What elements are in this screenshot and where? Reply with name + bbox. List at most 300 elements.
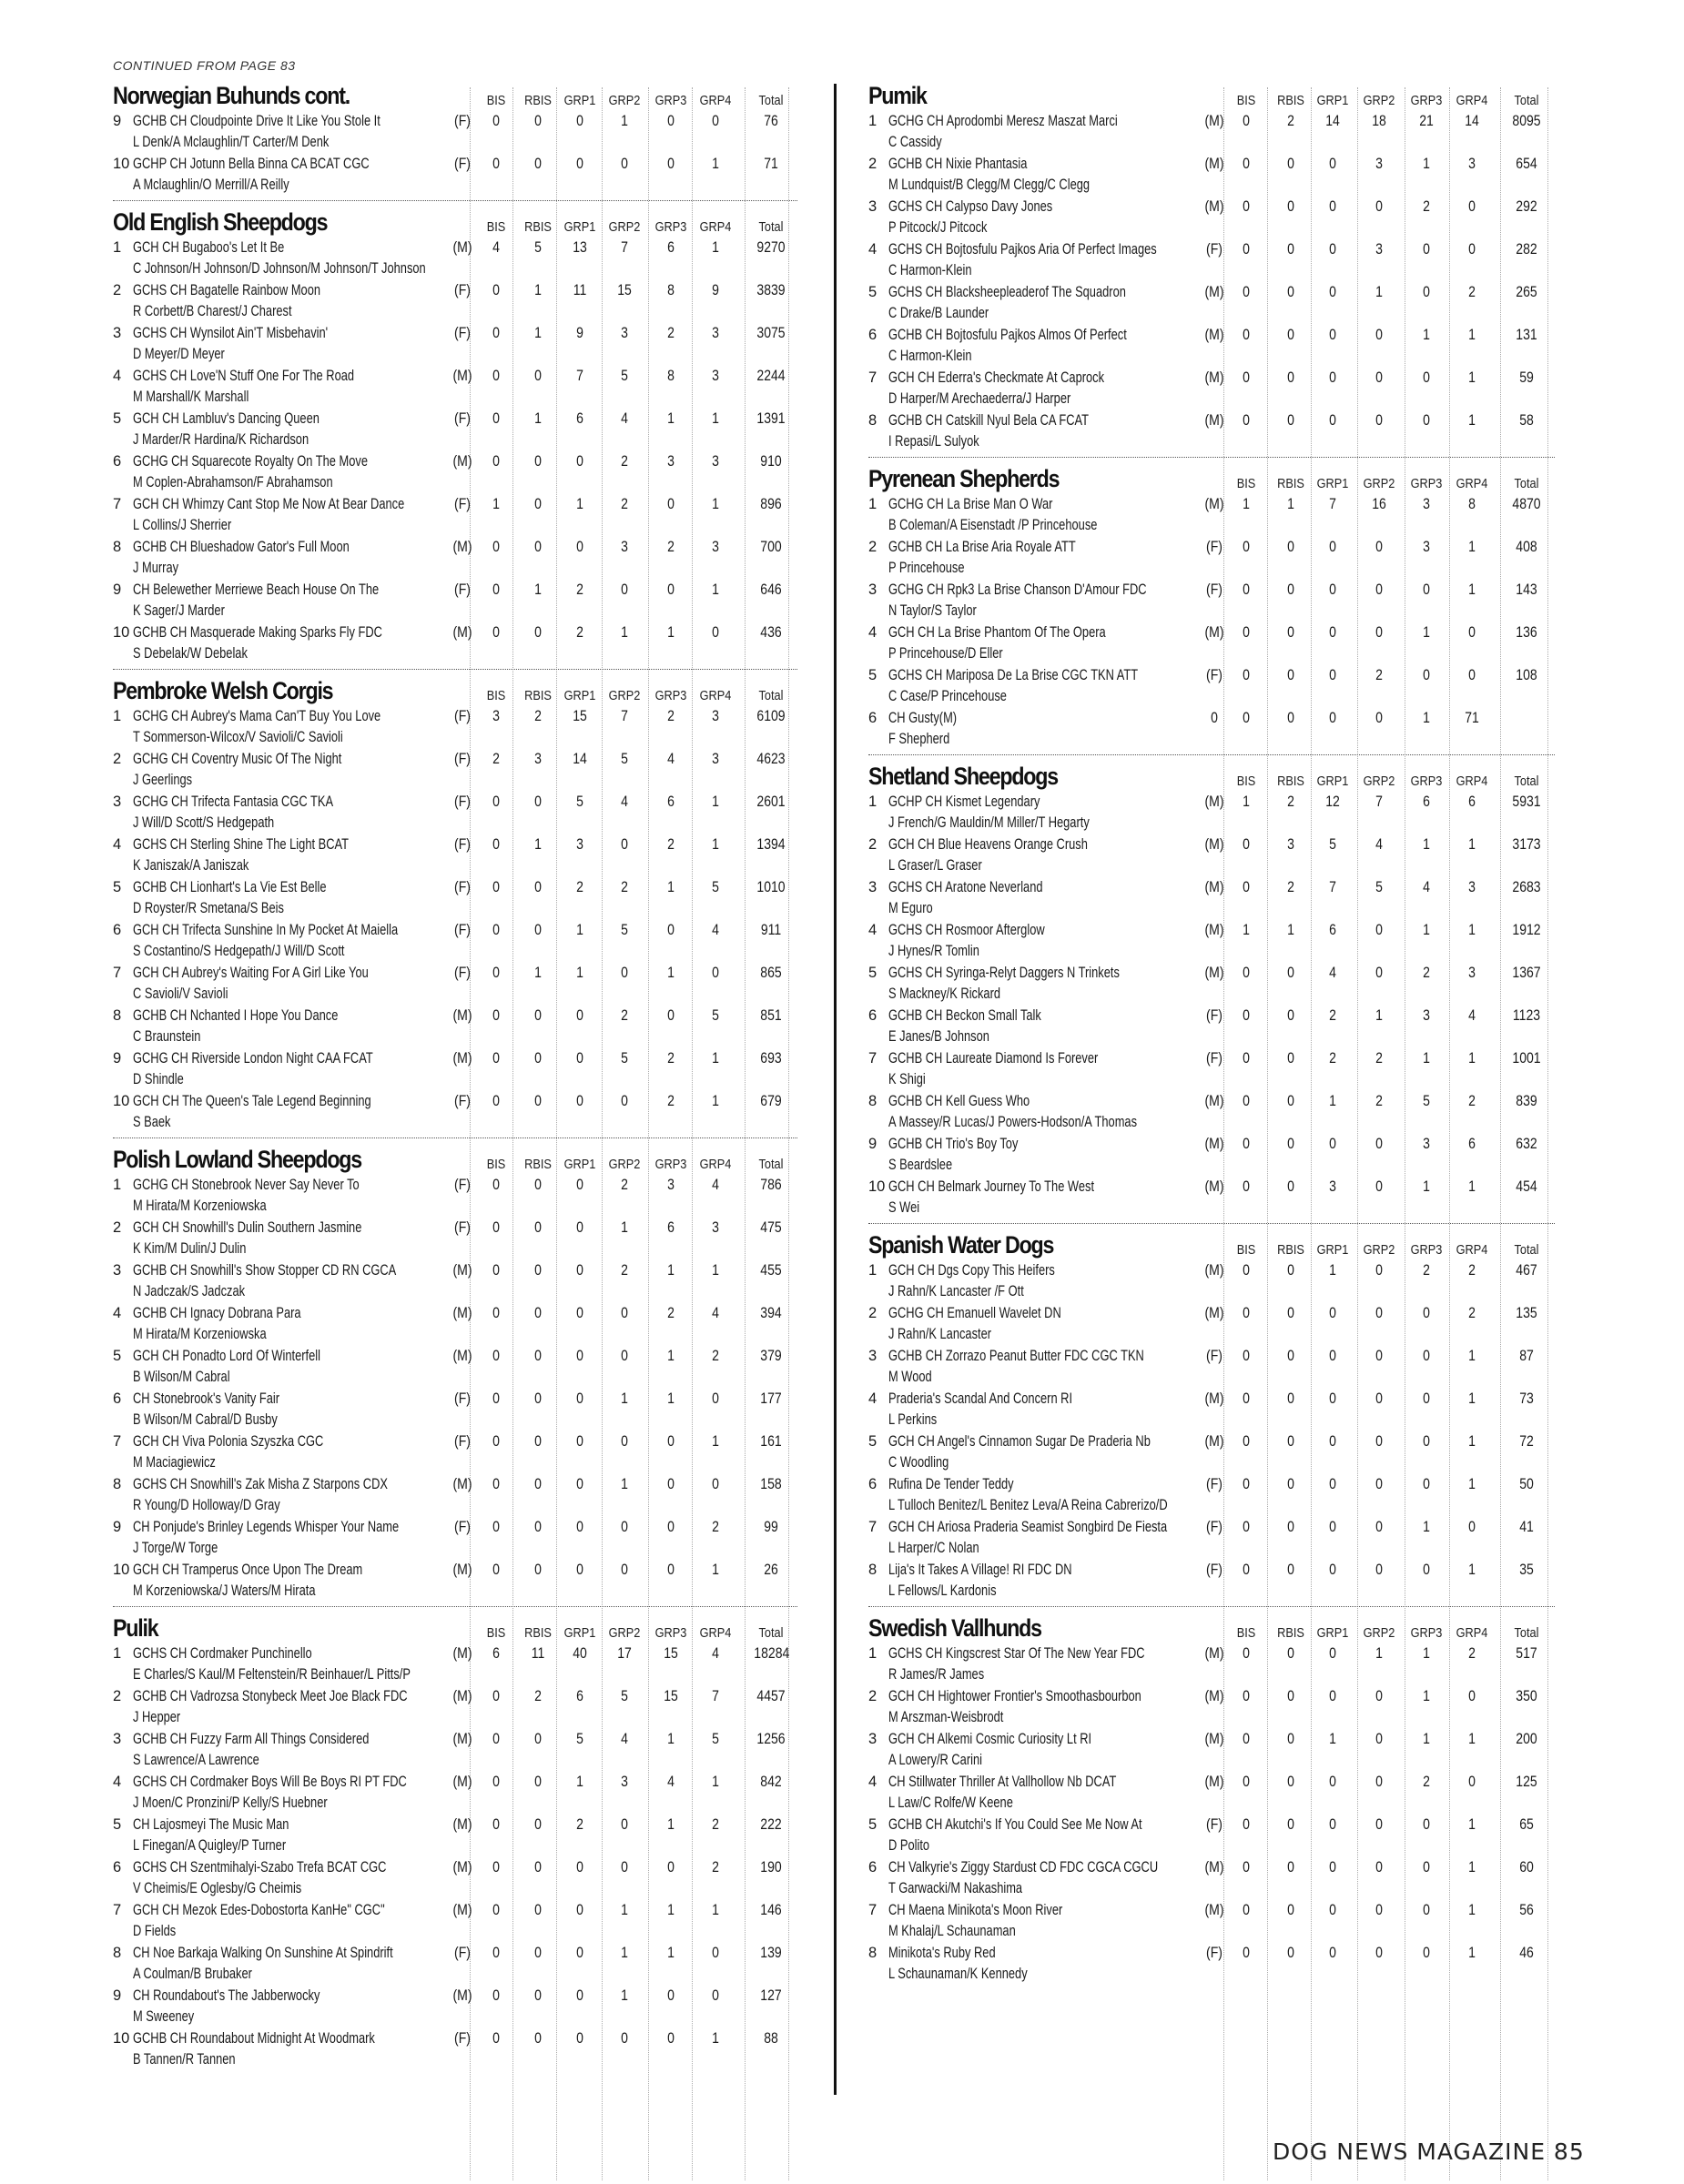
stat-value: 1 — [712, 1262, 719, 1279]
ranking-entry — [868, 325, 1555, 368]
dog-sex: (M) — [1204, 156, 1224, 172]
ranking-entry — [868, 1772, 1555, 1815]
dog-sex: (M) — [1204, 922, 1224, 938]
stat-value: 0 — [1287, 1262, 1294, 1279]
stat-value: 0 — [1243, 1390, 1250, 1407]
stat-value: 1 — [712, 581, 719, 598]
entry-rank: 10 — [113, 156, 130, 172]
ranking-entry — [113, 537, 797, 580]
stat-value: 282 — [1516, 241, 1537, 258]
ranking-entry — [113, 1815, 797, 1857]
stat-value: 0 — [576, 1050, 583, 1067]
section-header — [868, 463, 1555, 494]
stat-value: 700 — [760, 539, 782, 555]
column-header: GRP2 — [608, 1157, 641, 1172]
stat-value: 292 — [1516, 198, 1537, 215]
column-header: RBIS — [1277, 1242, 1304, 1258]
stat-value: 2 — [712, 1859, 719, 1876]
column-header: BIS — [486, 219, 506, 235]
ranking-entry — [868, 1643, 1555, 1686]
owner-names: E Janes/B Johnson — [888, 1028, 989, 1045]
stat-value: 1 — [1243, 922, 1250, 938]
stat-value: 0 — [712, 624, 719, 641]
dog-sex: (M) — [1204, 369, 1224, 386]
owner-names: L Collins/J Sherrier — [133, 517, 232, 533]
dog-sex: (F) — [454, 2030, 471, 2047]
stat-value: 0 — [576, 1177, 583, 1193]
stat-value: 6 — [576, 1688, 583, 1704]
stat-value: 0 — [1423, 1433, 1430, 1450]
dog-sex: (F) — [1206, 241, 1222, 258]
stat-value: 3 — [667, 453, 675, 470]
stat-value: 1 — [534, 581, 542, 598]
stat-value: 4457 — [756, 1688, 786, 1704]
stat-value: 0 — [1329, 1945, 1336, 1961]
stat-value: 0 — [1287, 539, 1294, 555]
owner-names: B Wilson/M Cabral/D Busby — [133, 1411, 278, 1428]
stat-value: 0 — [1423, 1390, 1430, 1407]
dog-sex: (M) — [1204, 496, 1224, 512]
stat-value: 0 — [667, 1519, 675, 1535]
stat-value: 87 — [1519, 1348, 1534, 1364]
stat-value: 0 — [1287, 369, 1294, 386]
stat-value: 0 — [534, 113, 542, 129]
ranking-entry — [113, 920, 797, 963]
dog-name: CH Maena Minikota's Moon River — [888, 1902, 1063, 1918]
ranking-entry — [868, 1389, 1555, 1431]
stat-value: 0 — [1287, 1007, 1294, 1024]
entry-rank: 7 — [868, 1050, 878, 1067]
dog-sex: (M) — [452, 1562, 472, 1578]
stat-value: 0 — [492, 1007, 500, 1024]
stat-value: 0 — [492, 1688, 500, 1704]
column-header: GRP2 — [1363, 93, 1395, 108]
stat-value: 4 — [1375, 836, 1383, 853]
stat-value: 0 — [621, 1859, 628, 1876]
stat-value: 0 — [534, 1177, 542, 1193]
column-header: GRP2 — [1363, 774, 1395, 789]
ranking-entry — [868, 1134, 1555, 1177]
stat-value: 3 — [712, 708, 719, 724]
stat-value: 1 — [1468, 1050, 1476, 1067]
owner-names: M Hirata/M Korzeniowska — [133, 1326, 267, 1342]
stat-value: 15 — [573, 708, 587, 724]
dog-name: GCHS CH Mariposa De La Brise CGC TKN ATT — [888, 667, 1139, 683]
dog-name: GCHB CH Zorrazo Peanut Butter FDC CGC TKN — [888, 1348, 1144, 1364]
stat-value: 1 — [667, 624, 675, 641]
dog-sex: (M) — [452, 1902, 472, 1918]
dog-name: GCHS CH Wynsilot Ain'T Misbehavin' — [133, 325, 329, 341]
dog-name: GCHB CH Masquerade Making Sparks Fly FDC — [133, 624, 382, 641]
dog-sex: (F) — [454, 581, 471, 598]
ranking-entry — [868, 1857, 1555, 1900]
stat-value: 0 — [1329, 1688, 1336, 1704]
stat-value: 455 — [760, 1262, 782, 1279]
stat-value: 0 — [1329, 1859, 1336, 1876]
stat-value: 0 — [1423, 369, 1430, 386]
stat-value: 6 — [492, 1645, 500, 1662]
dog-name: GCHS CH Blacksheepleaderof The Squadron — [888, 284, 1126, 300]
stat-value: 3 — [1329, 1178, 1336, 1195]
stat-value: 0 — [492, 453, 500, 470]
ranking-entry — [113, 1943, 797, 1986]
stat-value: 1 — [1468, 1433, 1476, 1450]
ranking-entry — [868, 1815, 1555, 1857]
ranking-entry — [868, 1091, 1555, 1134]
dog-sex: (M) — [452, 1987, 472, 2004]
owner-names: E Charles/S Kaul/M Feltenstein/R Beinhauer/L Pitts/P — [133, 1666, 411, 1683]
stat-value: 0 — [534, 2030, 542, 2047]
stat-value: 3 — [1423, 539, 1430, 555]
stat-value: 1 — [1468, 1178, 1476, 1195]
ranking-entry — [868, 877, 1555, 920]
stat-value: 0 — [621, 1816, 628, 1833]
dog-sex: (M) — [1204, 1178, 1224, 1195]
stat-value: 0 — [534, 1562, 542, 1578]
stat-value: 2 — [576, 1816, 583, 1833]
stat-value: 0 — [576, 1348, 583, 1364]
stat-value: 15 — [664, 1688, 678, 1704]
entry-rank: 2 — [113, 1219, 122, 1236]
stat-value: 0 — [1423, 412, 1430, 429]
stat-value: 2 — [621, 1177, 628, 1193]
stat-value: 8 — [667, 282, 675, 298]
entry-rank: 4 — [868, 922, 878, 938]
stat-value: 0 — [1329, 412, 1336, 429]
owner-names: B Tannen/R Tannen — [133, 2051, 236, 2068]
section-header — [868, 761, 1555, 792]
dog-sex: (M) — [452, 239, 472, 256]
stat-value: 0 — [1375, 369, 1383, 386]
dog-sex: (M) — [1204, 1136, 1224, 1152]
section-header — [113, 80, 797, 111]
stat-value: 0 — [1329, 1519, 1336, 1535]
stat-value: 0 — [1243, 1050, 1250, 1067]
stat-value: 839 — [1516, 1093, 1537, 1109]
stat-value: 3 — [712, 368, 719, 384]
dog-name: GCHG CH Squarecote Royalty On The Move — [133, 453, 368, 470]
column-header: GRP1 — [563, 688, 596, 703]
stat-value: 3 — [1287, 836, 1294, 853]
dog-name: GCH CH Snowhill's Dulin Southern Jasmine — [133, 1219, 362, 1236]
stat-value: 0 — [1375, 539, 1383, 555]
stat-value: 2 — [1468, 1645, 1476, 1662]
stat-value: 2 — [1468, 284, 1476, 300]
stat-value: 65 — [1519, 1816, 1534, 1833]
stat-value: 0 — [621, 1305, 628, 1321]
owner-names: N Jadczak/S Jadczak — [133, 1283, 246, 1299]
dog-name: GCH CH Aubrey's Waiting For A Girl Like You — [133, 965, 369, 981]
owner-names: L Harper/C Nolan — [888, 1540, 979, 1556]
stat-value: 475 — [760, 1219, 782, 1236]
entry-rank: 8 — [113, 1476, 122, 1492]
column-header: Total — [758, 1157, 784, 1172]
stat-value: 0 — [1243, 1093, 1250, 1109]
stat-value: 1 — [667, 1902, 675, 1918]
dog-name: GCHS CH Cordmaker Punchinello — [133, 1645, 312, 1662]
stat-value: 2 — [712, 1816, 719, 1833]
stat-value: 0 — [1468, 667, 1476, 683]
stat-value: 0 — [1243, 836, 1250, 853]
dog-name: CH Roundabout's The Jabberwocky — [133, 1987, 320, 2004]
stat-value: 0 — [1375, 1816, 1383, 1833]
owner-names: L Perkins — [888, 1411, 938, 1428]
stat-value: 1 — [1423, 156, 1430, 172]
stat-value: 0 — [492, 1562, 500, 1578]
ranking-entry — [868, 580, 1555, 622]
section-header — [113, 1613, 797, 1643]
dog-name: GCHG CH Coventry Music Of The Night — [133, 751, 342, 767]
column-header: GRP4 — [1456, 774, 1488, 789]
ranking-entry — [113, 1175, 797, 1218]
stat-value: 2 — [667, 836, 675, 853]
dog-name: GCHB CH Vadrozsa Stonybeck Meet Joe Black FDC — [133, 1688, 408, 1704]
entry-rank: 7 — [113, 1433, 122, 1450]
column-header: BIS — [1236, 476, 1256, 491]
stat-value: 3 — [1375, 241, 1383, 258]
dog-sex: (F) — [454, 1390, 471, 1407]
dog-sex: (F) — [454, 410, 471, 427]
stat-value: 1 — [534, 965, 542, 981]
dog-sex: (F) — [454, 794, 471, 810]
stat-value: 0 — [534, 368, 542, 384]
stat-value: 0 — [1329, 198, 1336, 215]
entry-rank: 2 — [868, 539, 878, 555]
column-header: Total — [758, 1625, 784, 1641]
stat-value: 0 — [576, 1987, 583, 2004]
stat-value: 1 — [534, 325, 542, 341]
stat-value: 1394 — [756, 836, 786, 853]
ranking-entry — [868, 197, 1555, 239]
column-header: GRP1 — [563, 1625, 596, 1641]
owner-names: M Sweeney — [133, 2008, 195, 2025]
stat-value: 1912 — [1512, 922, 1541, 938]
entry-rank: 1 — [868, 113, 878, 129]
stat-value: 1 — [1287, 922, 1294, 938]
stat-value: 6 — [1468, 794, 1476, 810]
stat-value: 3 — [712, 751, 719, 767]
ranking-entry — [113, 494, 797, 537]
stat-value: 1 — [1375, 284, 1383, 300]
stat-value: 0 — [576, 1476, 583, 1492]
dog-sex: (F) — [454, 1093, 471, 1109]
dog-name: GCHB CH Cloudpointe Drive It Like You Stole It — [133, 113, 380, 129]
stat-value: 436 — [760, 624, 782, 641]
ranking-entry — [113, 280, 797, 323]
stat-value: 0 — [667, 156, 675, 172]
owner-names: A Coulman/B Brubaker — [133, 1966, 252, 1982]
stat-value: 4 — [621, 1731, 628, 1747]
dog-sex: (M) — [1204, 965, 1224, 981]
stat-value: 11 — [531, 1645, 545, 1662]
dog-name: CH Belewether Merriewe Beach House On The — [133, 581, 380, 598]
dog-sex: (M) — [452, 624, 472, 641]
owner-names: K Sager/J Marder — [133, 602, 225, 619]
entry-rank: 8 — [113, 1007, 122, 1024]
ranking-entry — [113, 111, 797, 154]
stat-value: 408 — [1516, 539, 1537, 555]
column-header: RBIS — [524, 1625, 552, 1641]
stat-value: 4 — [667, 751, 675, 767]
stat-value: 0 — [576, 1390, 583, 1407]
stat-value: 0 — [1468, 198, 1476, 215]
entry-rank: 5 — [113, 1348, 122, 1364]
stat-value: 0 — [1423, 581, 1430, 598]
owner-names: J Rahn/K Lancaster — [888, 1326, 992, 1342]
stat-value: 2 — [712, 1348, 719, 1364]
stat-value: 1 — [1329, 1262, 1336, 1279]
entry-rank: 10 — [113, 1562, 130, 1578]
ranking-entry — [113, 451, 797, 494]
dog-sex: (F) — [454, 1519, 471, 1535]
entry-rank: 2 — [868, 836, 878, 853]
owner-names: C Braunstein — [133, 1028, 201, 1045]
stat-value: 71 — [1465, 710, 1479, 726]
column-header: RBIS — [524, 1157, 552, 1172]
stat-value: 0 — [1375, 1688, 1383, 1704]
ranking-entry — [868, 1346, 1555, 1389]
stat-value: 0 — [492, 325, 500, 341]
stat-value: 2 — [667, 1093, 675, 1109]
stat-value: 0 — [1329, 1774, 1336, 1790]
entry-rank: 3 — [868, 581, 878, 598]
stat-value: 2 — [621, 1262, 628, 1279]
section-header — [113, 1144, 797, 1175]
owner-names: N Taylor/S Taylor — [888, 602, 977, 619]
dog-name: CH Gusty(M) — [888, 710, 958, 726]
stat-value: 14 — [1465, 113, 1479, 129]
owner-names: M Hirata/M Korzeniowska — [133, 1198, 267, 1214]
ranking-entry — [113, 366, 797, 409]
stat-value: 0 — [534, 1816, 542, 1833]
stat-value: 0 — [1243, 113, 1250, 129]
stat-value: 6 — [667, 239, 675, 256]
stat-value: 3 — [1468, 965, 1476, 981]
column-header: RBIS — [1277, 1625, 1304, 1641]
stat-value: 17 — [617, 1645, 632, 1662]
dog-sex: (M) — [1204, 1859, 1224, 1876]
dog-sex: (F) — [454, 496, 471, 512]
dog-name: GCHG CH Aprodombi Meresz Maszat Marci — [888, 113, 1118, 129]
owner-names: K Shigi — [888, 1071, 926, 1087]
stat-value: 0 — [534, 1945, 542, 1961]
owner-names: P Princehouse/D Eller — [888, 645, 1003, 662]
stat-value: 1 — [576, 1774, 583, 1790]
stat-value: 0 — [534, 1390, 542, 1407]
stat-value: 2 — [1375, 1093, 1383, 1109]
dog-sex: (F) — [454, 836, 471, 853]
stat-value: 1 — [1468, 539, 1476, 555]
stat-value: 0 — [1329, 1433, 1336, 1450]
stat-value: 2 — [1287, 794, 1294, 810]
dog-name: GCHG CH Stonebrook Never Say Never To — [133, 1177, 360, 1193]
stat-value: 0 — [621, 156, 628, 172]
column-header: RBIS — [1277, 774, 1304, 789]
entry-rank: 3 — [868, 1348, 878, 1364]
stat-value: 1 — [621, 1902, 628, 1918]
stat-value: 0 — [667, 581, 675, 598]
stat-value: 0 — [1287, 1902, 1294, 1918]
stat-value: 0 — [1423, 1476, 1430, 1492]
stat-value: 1 — [1468, 1816, 1476, 1833]
ranking-entry — [868, 1474, 1555, 1517]
dog-sex: (M) — [1204, 1390, 1224, 1407]
column-header: GRP1 — [1316, 1242, 1349, 1258]
entry-rank: 6 — [868, 1007, 878, 1024]
stat-value: 851 — [760, 1007, 782, 1024]
ranking-entry — [113, 1346, 797, 1389]
dog-sex: (F) — [1206, 1348, 1222, 1364]
entry-rank: 3 — [868, 1731, 878, 1747]
stat-value: 0 — [1375, 1390, 1383, 1407]
dog-sex: (F) — [1206, 1476, 1222, 1492]
entry-rank: 1 — [868, 1262, 878, 1279]
stat-value: 3 — [1375, 156, 1383, 172]
stat-value: 222 — [760, 1816, 782, 1833]
dog-sex: (F) — [454, 1219, 471, 1236]
dog-sex: (M) — [1204, 198, 1224, 215]
stat-value: 1 — [576, 922, 583, 938]
stat-value: 0 — [1287, 1178, 1294, 1195]
dog-sex: (F) — [454, 282, 471, 298]
stat-value: 2 — [621, 496, 628, 512]
stat-value: 1 — [667, 965, 675, 981]
stat-value: 0 — [492, 1262, 500, 1279]
stat-value: 127 — [760, 1987, 782, 2004]
breed-title: Pembroke Welsh Corgis — [113, 677, 333, 704]
stat-value: 72 — [1519, 1433, 1534, 1450]
dog-name: GCHB CH Akutchi's If You Could See Me Now At — [888, 1816, 1142, 1833]
stat-value: 0 — [667, 1433, 675, 1450]
stat-value: 0 — [1329, 156, 1336, 172]
entry-rank: 2 — [113, 751, 122, 767]
entry-rank: 9 — [113, 581, 122, 598]
entry-rank: 1 — [868, 496, 878, 512]
stat-value: 0 — [534, 1305, 542, 1321]
owner-names: C Harmon-Klein — [888, 262, 972, 278]
stat-value: 0 — [621, 1093, 628, 1109]
owner-names: L Finegan/A Quigley/P Turner — [133, 1837, 287, 1854]
stat-value: 5 — [576, 1731, 583, 1747]
column-header: GRP3 — [1410, 476, 1443, 491]
breed-section — [113, 669, 797, 1134]
breed-section — [868, 754, 1555, 1219]
entry-rank: 4 — [868, 1390, 878, 1407]
stat-value: 0 — [621, 1348, 628, 1364]
dog-name: Minikota's Ruby Red — [888, 1945, 996, 1961]
column-header: RBIS — [524, 688, 552, 703]
page-footer: DOG NEWS MAGAZINE 85 — [1273, 2138, 1585, 2165]
entry-rank: 1 — [113, 239, 122, 256]
dog-name: GCHB CH Fuzzy Farm All Things Considered — [133, 1731, 370, 1747]
entry-rank: 3 — [113, 325, 122, 341]
dog-sex: (M) — [1204, 1305, 1224, 1321]
stat-value: 4 — [1468, 1007, 1476, 1024]
stat-value: 8 — [667, 368, 675, 384]
stat-value: 14 — [1325, 113, 1340, 129]
breed-section — [868, 1606, 1555, 1986]
entry-rank: 6 — [113, 1390, 122, 1407]
stat-value: 0 — [1243, 667, 1250, 683]
stat-value: 0 — [1423, 1902, 1430, 1918]
stat-value: 4 — [621, 410, 628, 427]
entry-rank: 7 — [113, 496, 122, 512]
stat-value: 0 — [712, 1476, 719, 1492]
ranking-entry — [868, 708, 1555, 751]
stat-value: 0 — [1243, 284, 1250, 300]
stat-value: 0 — [492, 368, 500, 384]
dog-sex: (F) — [454, 156, 471, 172]
